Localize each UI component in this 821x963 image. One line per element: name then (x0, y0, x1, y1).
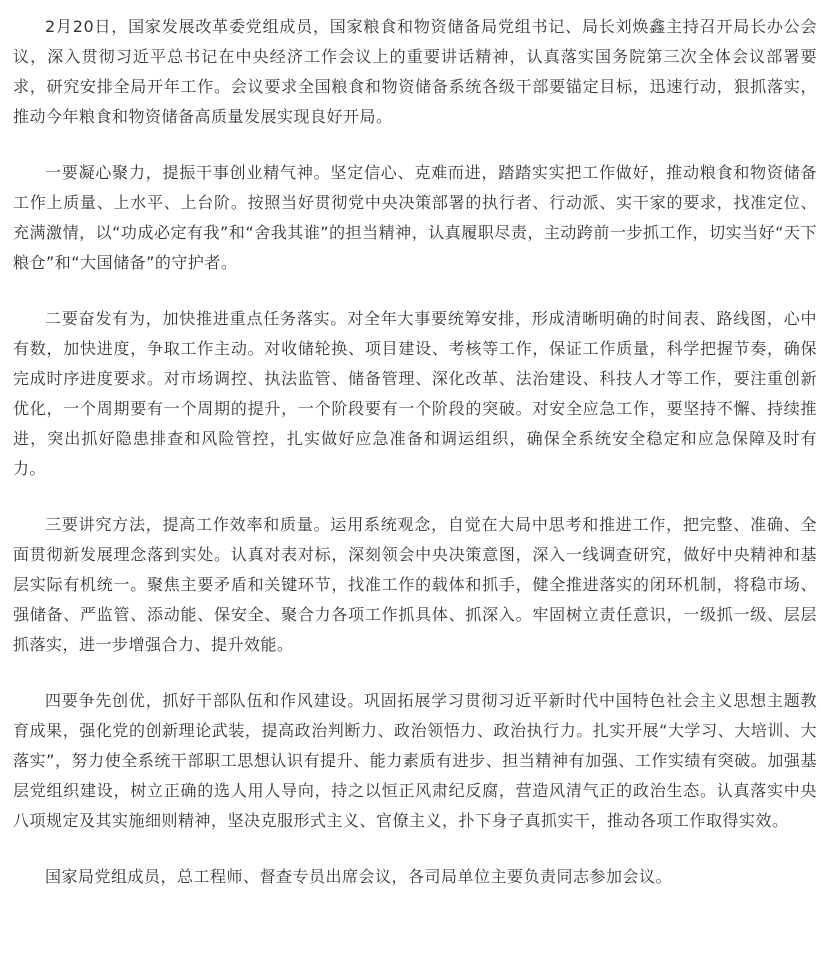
paragraph-attendance: 国家局党组成员，总工程师、督查专员出席会议，各司局单位主要负责同志参加会议。 (45, 867, 673, 886)
paragraph-point-four: 四要争先创优，抓好干部队伍和作风建设。巩固拓展学习贯彻习近平新时代中国特色社会主义思想主题教育成果，强化党的创新理论武装，提高政治判断力、政治领悟力、政治执行力。扎实开展“大学习、大培训、大落实”，努力使全系统干部职工思想认识有提升、能力素质有进步、担当精神有加强、工作实绩有突破。加强基层党组织建设，树立正确的选人用人导向，持之以恒正风肃纪反腐，营造风清气正的政治生态。认真落实中央八项规定及其实施细则精神，坚决克服形式主义、官僚主义，扑下身子真抓实干，推动各项工作取得实效。 (13, 691, 817, 830)
paragraph-intro: 2月20日，国家发展改革委党组成员，国家粮食和物资储备局党组书记、局长刘焕鑫主持召开局长办公会议，深入贯彻习近平总书记在中央经济工作会议上的重要讲话精神，认真落实国务院第三次全体会议部署要求，研究安排全局开年工作。会议要求全国粮食和物资储备系统各级干部要锚定目标，迅速行动，狠抓落实，推动今年粮食和物资储备高质量发展实现良好开局。 (13, 17, 817, 126)
paragraph-point-one: 一要凝心聚力，提振干事创业精气神。坚定信心、克难而进，踏踏实实把工作做好，推动粮食和物资储备工作上质量、上水平、上台阶。按照当好贯彻党中央决策部署的执行者、行动派、实干家的要求，找准定位、充满激情，以“功成必定有我”和“舍我其谁”的担当精神，认真履职尽责，主动跨前一步抓工作，切实当好“天下粮仓”和“大国储备”的守护者。 (13, 163, 817, 272)
paragraph-point-two: 二要奋发有为，加快推进重点任务落实。对全年大事要统筹安排，形成清晰明确的时间表、路线图，心中有数，加快进度，争取工作主动。对收储轮换、项目建设、考核等工作，保证工作质量，科学把握节奏，确保完成时序进度要求。对市场调控、执法监管、储备管理、深化改革、法治建设、科技人才等工作，要注重创新优化，一个周期要有一个周期的提升，一个阶段要有一个阶段的突破。对安全应急工作，要坚持不懈、持续推进，突出抓好隐患排查和风险管控，扎实做好应急准备和调运组织，确保全系统安全稳定和应急保障及时有力。 (13, 309, 817, 478)
paragraph-point-three: 三要讲究方法，提高工作效率和质量。运用系统观念，自觉在大局中思考和推进工作，把完整、准确、全面贯彻新发展理念落到实处。认真对表对标，深刻领会中央决策意图，深入一线调查研究，做好中央精神和基层实际有机统一。聚焦主要矛盾和关键环节，找准工作的载体和抓手，健全推进落实的闭环机制，将稳市场、强储备、严监管、添动能、保安全、聚合力各项工作抓具体、抓深入。牢固树立责任意识，一级抓一级、层层抓落实，进一步增强合力、提升效能。 (13, 515, 817, 654)
